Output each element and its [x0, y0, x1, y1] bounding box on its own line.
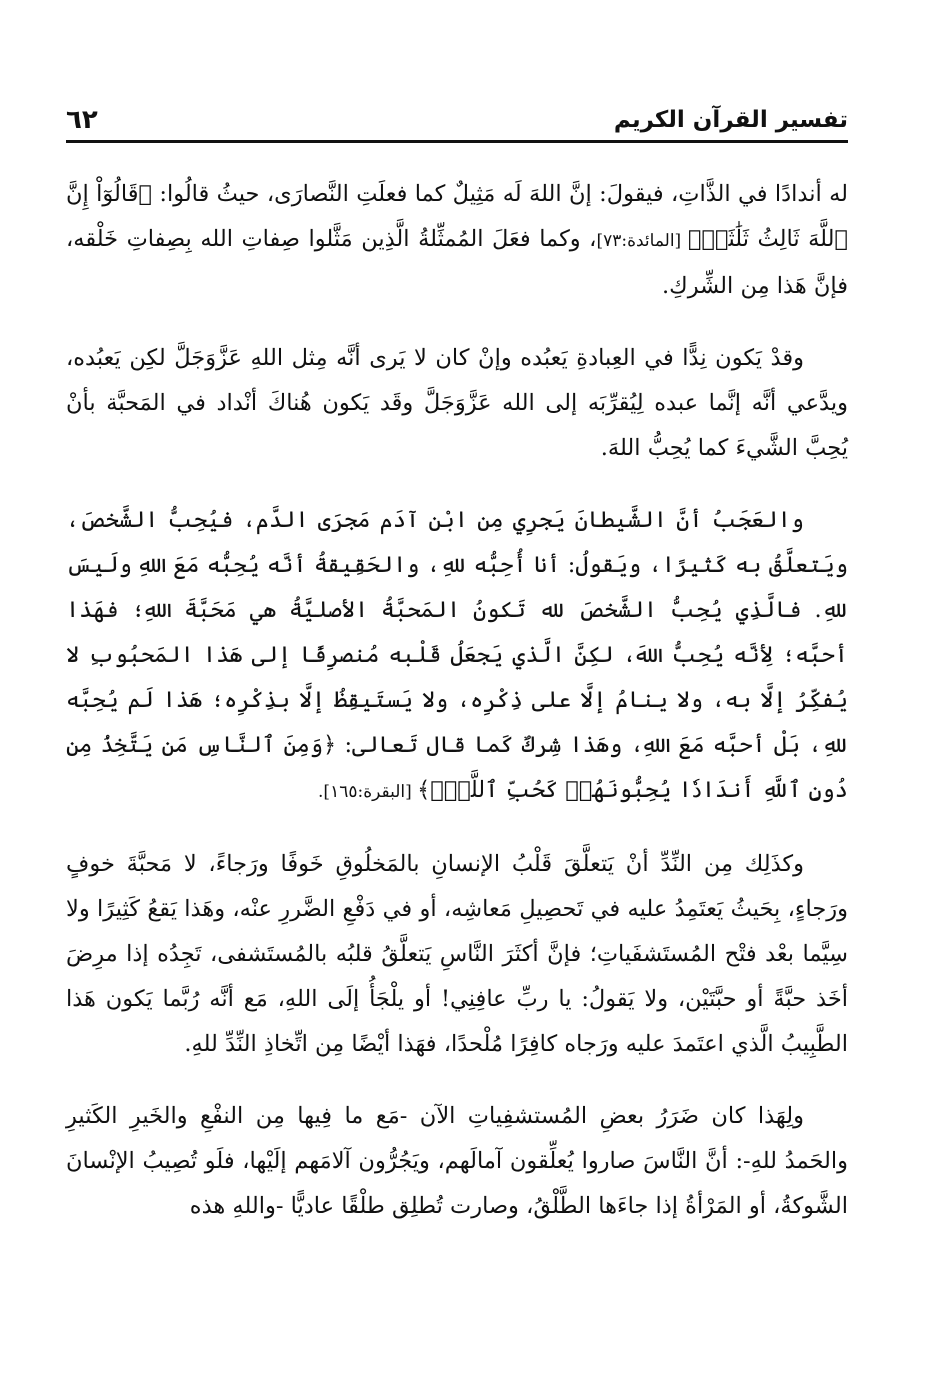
paragraph-text: ، وكما فعَلَ المُمثِّلةُ الَّذِين مَثَّلوا صِفاتِ الله بِصِفاتِ خَلْقه، فإنَّ هَذا مِن الشِّركِ.	[66, 226, 848, 299]
paragraph-text: له أندادًا في الذَّاتِ، فيقولَ: إنَّ اللهَ لَه مَثِيلٌ كما فعلَتِ النَّصارَى، حيثُ قالُوا:	[152, 181, 848, 207]
verse-reference: [البقرة:١٦٥].	[318, 782, 418, 802]
paragraph-text: وكذَلِك مِن النِّدِّ أنْ يَتعلَّقَ قَلْبُ الإنسانِ بالمَخلُوقِ خَوفًا ورَجاءً، لا مَحبَّةَ خوفٍ ورَجاءٍ، بِحَيثُ يَعتَمِدُ عليه في تَحصِيلِ مَعاشِه، أو في دَفْعِ الضَّررِ عنْه، وهَذا يَقعُ كَثِيرًا ولا سِيَّما بعْد فتْح المُستَشفَياتِ؛ فإنَّ أكثَرَ النَّاسِ يَتعلَّقُ قلبُه بالمُستَشفى، تَجِدُه إذا مرِضَ أخَذ حبَّةً أو حبَّتَيْن، ولا يَقولُ: يا ربِّ عافِنِي! أو يلْجَأُ إلَى اللهِ، مَع أنَّه رُبَّما يَكون هَذا الطَّبِيبُ الَّذي اعتَمدَ عليه ورَجاه كافِرًا مُلْحدًا، فهَذا أيْضًا مِن اتِّخاذِ النِّدِّ للهِ.	[66, 851, 848, 1057]
paragraph-text: وقدْ يَكون نِدًّا في العِبادةِ يَعبُده وإنْ كان لا يَرى أنَّه مِثل اللهِ عَزَّوَجَلَّ لكِن يَعبُده، ويدَّعي أنَّه إنَّما عبده لِيُقرِّبَه إلى الله عَزَّوَجَلَّ وقَد يَكون هُناكَ أنْداد في المَحبَّة بأنْ يُحِبَّ الشَّيءَ كما يُحِبُّ اللهَ.	[66, 345, 848, 461]
paragraph-3	[66, 498, 848, 815]
paragraph-text: والعَجَبُ أنَّ الشَّيطانَ يَجرِي مِن ابْن آدَم مَجرَى الدَّم، فيُحِبُّ الشَّخصَ، ويَتعلَّقُ به كَثيرًا، ويَقولُ: أنا أُحِبُّه للهِ، والحَقِيقةُ أنَّه يُحِبُّه مَعَ اللهِ ولَيسَ للهِ. فالَّذِي يُحِبُّ الشَّخصَ لله تَكونُ المَحبَّةُ الأصليَّةُ هي مَحَبَّةَ اللهِ؛ فهَذا أحبَّه؛ لِأنَّه يُحِبُّ اللهَ، لكِنَّ الَّذي يَجعَلُ قَلْبه مُنصرِفًا إلى هَذا المَحبُوبِ لا يُفكِّرُ إلَّا به، ولا ينامُ إلَّا على ذِكْرِه، ولا يَستَيقِظُ إلَّا بذِكْرِه؛ هَذا لَم يُحِبَّه للهِ، بَلْ أحبَّه مَعَ اللهِ، وهَذا شِركٌ كَما قال تَعالى:	[66, 507, 848, 758]
quran-verse: ﴿وَمِنَ ٱلنَّاسِ مَن يَتَّخِذُ مِن دُونِ ٱللَّهِ أَندَادٗا يُحِبُّونَهُمۡ كَحُبِّ ٱللَّهِۖ﴾	[66, 732, 848, 803]
paragraph-4	[66, 842, 848, 1067]
book-title: تفسير القرآن الكريم	[613, 107, 848, 133]
paragraph-1	[66, 172, 848, 309]
paragraph-2	[66, 336, 848, 471]
body-text	[66, 172, 848, 1256]
page-header	[66, 100, 848, 143]
paragraph-text: ولِهَذا كان ضَرَرُ بعضِ المُستشفِياتِ الآن -مَع ما فِيها مِن النفْعِ والخَيرِ الكَثيرِ والحَمدُ للهِ-: أنَّ النَّاسَ صاروا يُعلِّقون آمالَهم، ويَجُرُّون آلامَهم إلَيْها، فلَو تُصِيبُ الإنْسانَ الشَّوكةُ، أو المَرْأةُ إذا جاءَها الطَّلْقُ، وصارت تُطلِق طلْقًا عاديًّا -واللهِ هذه	[66, 1103, 848, 1219]
paragraph-5	[66, 1094, 848, 1229]
verse-reference: [المائدة:٧٣]	[596, 231, 688, 251]
quran-verse: ﴿قَالُوٓاْ إِنَّ ٱللَّهَ ثَالِثُ ثَلَٰثَةٖ﴾	[66, 181, 848, 252]
page-number: ٦٢	[66, 105, 98, 135]
